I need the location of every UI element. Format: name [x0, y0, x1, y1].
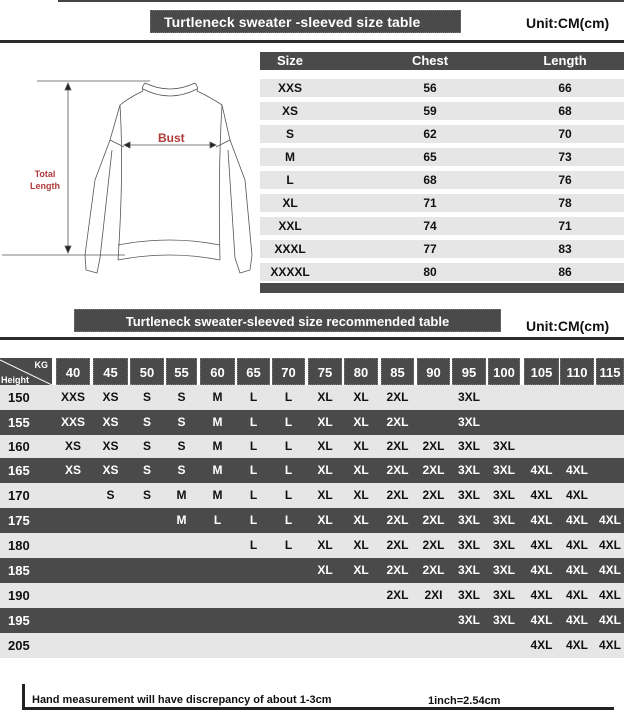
size-recommendation-cell: S [142, 390, 151, 404]
size-recommendation-cell: 3XL [457, 563, 480, 577]
size-recommendation-cell: XS [102, 439, 119, 453]
size-recommendation-cell: XL [317, 463, 333, 477]
size-recommendation-cell: 4XL [598, 588, 621, 602]
size-recommendation-cell: 4XL [565, 538, 588, 552]
size-recommendation-cell: 2XL [386, 563, 409, 577]
size-recommendation-cell: M [212, 415, 223, 429]
size-recommendation-cell: 4XL [530, 463, 553, 477]
kg-header-cell: 40 [56, 358, 90, 385]
length-cell: 83 [558, 242, 572, 256]
size-recommendation-cell: L [284, 463, 293, 477]
size-recommendation-cell: M [212, 488, 223, 502]
size-recommendation-cell: XS [64, 463, 81, 477]
kg-header-cell: 65 [237, 358, 270, 385]
size-table-row [260, 263, 624, 281]
size-recommendation-cell: 3XL [457, 415, 480, 429]
size-recommendation-cell: XL [317, 563, 333, 577]
size-recommendation-cell: 4XL [565, 588, 588, 602]
size-recommendation-cell: L [249, 415, 258, 429]
size-recommendation-cell: 4XL [565, 488, 588, 502]
size-recommendation-cell: 4XL [530, 638, 553, 652]
measurement-note: Hand measurement will have discrepancy of about 1-3cm [32, 694, 332, 706]
size-recommendation-cell: 2XL [422, 538, 445, 552]
chest-cell: 68 [423, 173, 437, 187]
size-recommendation-cell: L [249, 439, 258, 453]
size-recommendation-cell: S [142, 415, 151, 429]
recommend-table-row [0, 483, 624, 508]
kg-header-cell: 45 [93, 358, 128, 385]
size-cell: XS [281, 104, 298, 118]
size-recommendation-cell: M [212, 390, 223, 404]
top-divider [58, 0, 624, 2]
recommend-table-row [0, 410, 624, 435]
size-recommendation-cell: M [212, 439, 223, 453]
kg-header-cell: 110 [560, 358, 594, 385]
length-cell: 66 [558, 81, 572, 95]
size-recommendation-cell: 2XL [386, 513, 409, 527]
size-recommendation-cell: XL [353, 439, 369, 453]
size-recommendation-cell: XS [102, 390, 119, 404]
conversion-note: 1inch=2.54cm [428, 695, 501, 707]
size-table-header [260, 52, 624, 70]
chest-cell: 77 [423, 242, 437, 256]
recommend-table-row [0, 558, 624, 583]
chest-cell: 62 [423, 127, 437, 141]
size-recommendation-cell: L [284, 415, 293, 429]
size-recommendation-cell: 3XL [492, 563, 515, 577]
size-cell: XL [282, 196, 298, 210]
size-recommendation-cell: 2XL [386, 439, 409, 453]
size-recommendation-cell: 2XL [386, 390, 409, 404]
recommend-table-row [0, 435, 624, 458]
height-cell: 195 [8, 613, 30, 628]
chest-cell: 65 [423, 150, 437, 164]
recommend-table [0, 358, 624, 658]
size-recommendation-cell: 3XL [492, 538, 515, 552]
length-cell: 76 [558, 173, 572, 187]
total-length-label-line1: Total [34, 169, 56, 179]
recommend-table-row [0, 458, 624, 483]
recommend-table-row [0, 583, 624, 608]
size-recommendation-cell: 2XL [422, 513, 445, 527]
size-recommendation-cell: 2XL [386, 538, 409, 552]
size-recommendation-cell: 3XL [457, 538, 480, 552]
size-recommendation-cell: 4XL [598, 563, 621, 577]
size-cell: XXS [277, 81, 302, 95]
size-recommendation-cell: XXS [60, 415, 85, 429]
size-recommendation-cell: 4XL [565, 638, 588, 652]
size-recommendation-cell: L [284, 538, 293, 552]
size-recommendation-cell: S [142, 488, 151, 502]
size-recommendation-cell: 3XL [492, 463, 515, 477]
header-size: Size [276, 53, 303, 68]
size-recommendation-cell: M [176, 488, 187, 502]
size-recommendation-cell: XL [353, 415, 369, 429]
size-table-unit: Unit:CM(cm) [526, 15, 610, 31]
kg-header-cell: 105 [524, 358, 559, 385]
size-recommendation-cell: 4XL [565, 513, 588, 527]
size-recommendation-cell: XL [353, 563, 369, 577]
size-recommendation-cell: XXS [60, 390, 85, 404]
size-recommendation-cell: 2XL [422, 463, 445, 477]
size-table-title: Turtleneck sweater -sleeved size table [150, 10, 461, 33]
size-table-row [260, 102, 624, 120]
size-recommendation-cell: 4XL [530, 563, 553, 577]
size-recommendation-cell: XS [64, 439, 81, 453]
size-recommendation-cell: 3XL [457, 439, 480, 453]
size-recommendation-cell: 2XL [422, 488, 445, 502]
size-recommendation-cell: S [177, 390, 186, 404]
size-table-row [260, 171, 624, 189]
size-recommendation-cell: 2XL [386, 463, 409, 477]
recommend-table-row [0, 385, 624, 410]
section-divider [0, 40, 624, 43]
size-recommendation-cell: L [284, 390, 293, 404]
kg-header-cell: 60 [200, 358, 235, 385]
size-recommendation-cell: 4XL [598, 638, 621, 652]
size-recommendation-cell: XL [353, 538, 369, 552]
bust-label: Bust [158, 131, 185, 145]
size-recommendation-cell: 2XL [386, 488, 409, 502]
size-recommendation-cell: XL [317, 415, 333, 429]
size-cell: XXL [278, 219, 302, 233]
length-cell: 71 [558, 219, 572, 233]
height-cell: 150 [8, 390, 30, 405]
kg-header-cell: 75 [308, 358, 342, 385]
size-recommendation-cell: L [284, 488, 293, 502]
size-recommendation-cell: XS [102, 463, 119, 477]
height-cell: 180 [8, 538, 30, 553]
size-recommendation-cell: XL [353, 463, 369, 477]
size-recommendation-cell: 4XL [565, 613, 588, 627]
chest-cell: 74 [423, 219, 437, 233]
length-cell: 86 [558, 265, 572, 279]
kg-header-cell: 80 [344, 358, 378, 385]
size-recommendation-cell: XL [353, 488, 369, 502]
size-recommendation-cell: L [284, 439, 293, 453]
size-recommendation-cell: S [142, 463, 151, 477]
size-recommendation-cell: 4XL [598, 538, 621, 552]
size-table-row [260, 125, 624, 143]
height-cell: 160 [8, 439, 30, 454]
size-recommendation-cell: 4XL [598, 613, 621, 627]
recommend-table-title: Turtleneck sweater-sleeved size recommended table [74, 309, 501, 332]
chest-cell: 56 [423, 81, 437, 95]
size-recommendation-cell: XL [317, 513, 333, 527]
kg-header-cell: 90 [417, 358, 450, 385]
length-cell: 73 [558, 150, 572, 164]
size-recommendation-cell: XL [353, 513, 369, 527]
size-recommendation-cell: S [142, 439, 151, 453]
kg-header-cell: 55 [166, 358, 197, 385]
size-cell: M [285, 150, 295, 164]
size-recommendation-cell: S [177, 439, 186, 453]
size-recommendation-cell: M [212, 463, 223, 477]
size-recommendation-cell: 3XL [492, 513, 515, 527]
height-cell: 190 [8, 588, 30, 603]
size-recommendation-cell: 4XL [598, 513, 621, 527]
size-recommendation-cell: XL [317, 538, 333, 552]
size-recommendation-cell: XS [102, 415, 119, 429]
size-recommendation-cell: 3XL [492, 488, 515, 502]
size-recommendation-cell: XL [317, 390, 333, 404]
corner-height-label: Height [1, 375, 29, 385]
kg-header-cell: 85 [381, 358, 414, 385]
height-cell: 175 [8, 513, 30, 528]
size-cell: XXXL [274, 242, 306, 256]
size-recommendation-cell: 3XL [457, 390, 480, 404]
size-recommendation-cell: 4XL [565, 563, 588, 577]
size-table-row [260, 217, 624, 235]
size-recommendation-cell: M [176, 513, 187, 527]
size-recommendation-cell: 2XL [386, 415, 409, 429]
size-recommendation-cell: S [177, 415, 186, 429]
size-recommendation-cell: 3XL [492, 613, 515, 627]
size-recommendation-cell: 3XL [457, 488, 480, 502]
size-recommendation-cell: S [106, 488, 115, 502]
size-recommendation-cell: 3XL [457, 588, 480, 602]
chest-cell: 80 [423, 265, 437, 279]
size-cell: XXXXL [270, 265, 310, 279]
total-length-label-line2: Length [30, 181, 60, 191]
height-cell: 165 [8, 463, 30, 478]
total-length-label [30, 168, 60, 192]
length-cell: 70 [558, 127, 572, 141]
recommend-table-unit: Unit:CM(cm) [526, 318, 610, 334]
header-chest: Chest [411, 53, 449, 68]
size-recommendation-cell: S [177, 463, 186, 477]
height-cell: 155 [8, 415, 30, 430]
size-recommendation-cell: L [249, 538, 258, 552]
kg-header-cell: 115 [596, 358, 624, 385]
section-divider [0, 337, 624, 340]
header-length: Length [543, 53, 587, 68]
size-recommendation-cell: 2XL [386, 588, 409, 602]
corner-header-cell [0, 358, 52, 385]
kg-header-cell: 70 [272, 358, 305, 385]
recommend-table-row [0, 633, 624, 658]
corner-kg-label: KG [34, 360, 48, 370]
chest-cell: 71 [423, 196, 437, 210]
size-recommendation-cell: L [249, 390, 258, 404]
size-recommendation-cell: 3XL [492, 439, 515, 453]
size-recommendation-cell: 3XL [457, 613, 480, 627]
size-recommendation-cell: 2XL [422, 439, 445, 453]
size-recommendation-cell: L [249, 463, 258, 477]
size-recommendation-cell: 3XL [457, 513, 480, 527]
chest-cell: 59 [423, 104, 437, 118]
length-cell: 68 [558, 104, 572, 118]
recommend-table-row [0, 608, 624, 633]
size-recommendation-cell: 4XL [565, 463, 588, 477]
size-recommendation-cell: 3XL [457, 463, 480, 477]
recommend-table-row [0, 533, 624, 558]
size-recommendation-cell: XL [317, 439, 333, 453]
kg-header-cell: 100 [488, 358, 520, 385]
size-recommendation-cell: L [249, 488, 258, 502]
height-cell: 170 [8, 488, 30, 503]
kg-header-cell: 95 [452, 358, 486, 385]
size-table-row [260, 194, 624, 212]
size-recommendation-cell: XL [353, 390, 369, 404]
size-recommendation-cell: 4XL [530, 538, 553, 552]
size-table-row [260, 240, 624, 258]
size-table-row [260, 79, 624, 97]
kg-header-cell: 50 [130, 358, 164, 385]
height-cell: 205 [8, 638, 30, 653]
size-table-footer-bar [260, 283, 624, 293]
size-table-row [260, 148, 624, 166]
size-recommendation-cell: L [213, 513, 222, 527]
height-cell: 185 [8, 563, 30, 578]
size-recommendation-cell: 4XL [530, 513, 553, 527]
length-cell: 78 [558, 196, 572, 210]
size-recommendation-cell: L [284, 513, 293, 527]
size-recommendation-cell: 3XL [492, 588, 515, 602]
size-cell: S [285, 127, 294, 141]
size-cell: L [286, 173, 294, 187]
size-recommendation-cell: XL [317, 488, 333, 502]
recommend-table-row [0, 508, 624, 533]
size-recommendation-cell: 4XL [530, 488, 553, 502]
size-recommendation-cell: 2XL [422, 563, 445, 577]
size-recommendation-cell: 4XL [530, 588, 553, 602]
size-recommendation-cell: L [249, 513, 258, 527]
size-recommendation-cell: 4XL [530, 613, 553, 627]
size-recommendation-cell: 2XI [424, 588, 443, 602]
